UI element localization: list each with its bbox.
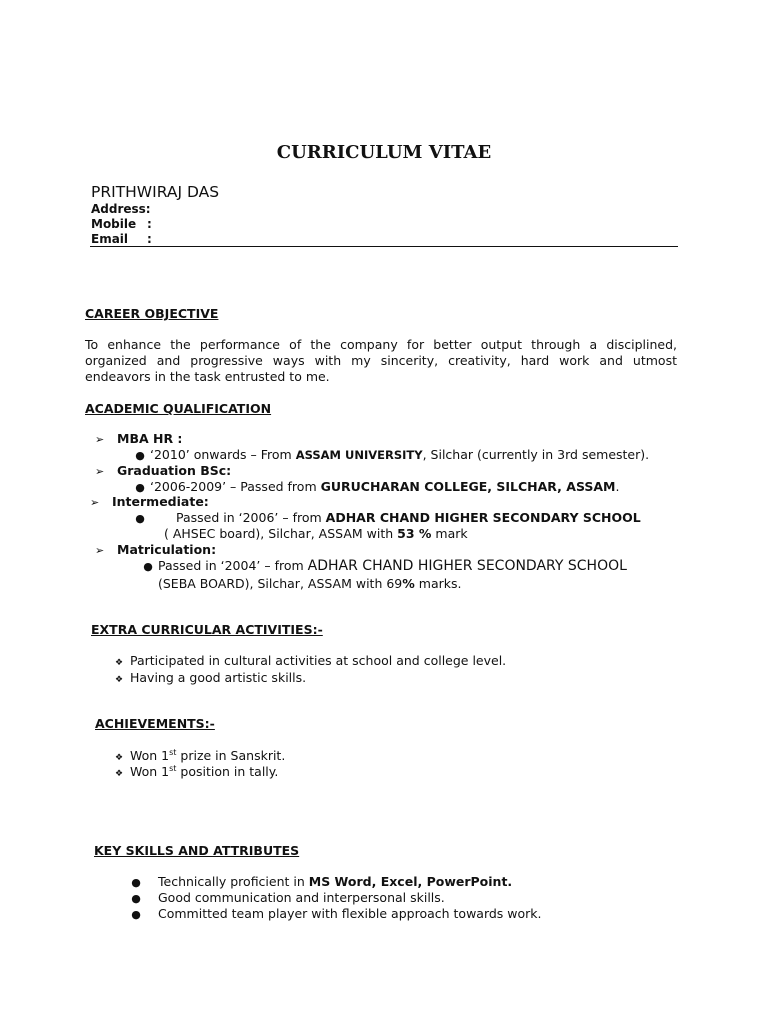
skill-text: Good communication and interpersonal skills. bbox=[158, 890, 445, 905]
matriculation-detail bbox=[138, 558, 627, 574]
mba-row bbox=[95, 431, 182, 446]
skill-software: MS Word, Excel, PowerPoint. bbox=[308, 874, 513, 889]
mobile-colon: : bbox=[147, 217, 152, 231]
graduation-detail-pre: ‘2006-2009’ – Passed from bbox=[150, 479, 321, 494]
graduation-detail-post: . bbox=[615, 479, 620, 494]
skill-text: Committed team player with flexible approach towards work. bbox=[158, 906, 542, 921]
arrow-bullet-icon: ➢ bbox=[95, 544, 105, 557]
extra-curricular-heading: EXTRA CURRICULAR ACTIVITIES:- bbox=[91, 622, 323, 637]
matriculation-line2-pre: (SEBA BOARD), Silchar, ASSAM with 69 bbox=[158, 576, 403, 591]
achievement-ordinal: st bbox=[169, 748, 177, 757]
round-bullet-icon: ● bbox=[135, 512, 145, 525]
skill-item bbox=[126, 874, 512, 889]
arrow-bullet-icon: ➢ bbox=[95, 465, 105, 478]
diamond-bullet-icon: ❖ bbox=[114, 675, 124, 685]
achievement-text-post: prize in Sanskrit. bbox=[176, 748, 286, 764]
address-row bbox=[91, 202, 151, 216]
achievement-item bbox=[108, 764, 278, 779]
achievement-text-pre: Won 1 bbox=[130, 748, 170, 764]
arrow-bullet-icon: ➢ bbox=[95, 433, 105, 446]
matriculation-label: Matriculation: bbox=[117, 542, 217, 557]
skill-item bbox=[126, 890, 445, 905]
intermediate-detail bbox=[130, 510, 641, 525]
email-row bbox=[91, 232, 152, 246]
matriculation-school: ADHAR CHAND HIGHER SECONDARY SCHOOL bbox=[307, 558, 627, 574]
career-objective-body: To enhance the performance of the company for better output through a disciplined, organized and progressive ways with my sincerity, creativity, hard work and utmost bbox=[85, 337, 677, 368]
mobile-label: Mobile bbox=[91, 217, 137, 231]
career-objective-last-line: endeavors in the task entrusted to me. bbox=[85, 369, 330, 384]
career-objective-heading: CAREER OBJECTIVE bbox=[85, 306, 219, 321]
round-bullet-icon: ● bbox=[131, 892, 141, 905]
skill-text-pre: Technically proficient in bbox=[158, 874, 309, 889]
career-objective-text bbox=[85, 337, 677, 385]
key-skills-heading: KEY SKILLS AND ATTRIBUTES bbox=[94, 843, 300, 858]
arrow-bullet-icon: ➢ bbox=[90, 496, 100, 509]
matriculation-detail-line2 bbox=[158, 576, 461, 591]
header-divider bbox=[90, 246, 678, 247]
achievement-item bbox=[108, 748, 285, 763]
round-bullet-icon: ● bbox=[135, 449, 145, 462]
round-bullet-icon: ● bbox=[143, 560, 153, 573]
candidate-name: PRITHWIRAJ DAS bbox=[91, 183, 220, 201]
intermediate-line2-pre: ( AHSEC board), Silchar, ASSAM with bbox=[164, 526, 398, 541]
academic-heading: ACADEMIC QUALIFICATION bbox=[85, 401, 272, 416]
graduation-label: Graduation BSc: bbox=[117, 463, 232, 478]
intermediate-label: Intermediate: bbox=[112, 494, 209, 509]
achievements-heading: ACHIEVEMENTS:- bbox=[95, 716, 215, 731]
mba-detail-pre: ‘2010’ onwards – From bbox=[150, 447, 296, 462]
round-bullet-icon: ● bbox=[135, 481, 145, 494]
skill-item bbox=[126, 906, 542, 921]
mba-detail bbox=[130, 447, 649, 462]
matriculation-line2-post: marks. bbox=[414, 576, 462, 591]
intermediate-row bbox=[90, 494, 209, 509]
achievement-text-pre: Won 1 bbox=[130, 764, 170, 780]
matriculation-percent: % bbox=[402, 576, 415, 591]
mba-label: MBA HR : bbox=[117, 431, 183, 446]
page-title: CURRICULUM VITAE bbox=[276, 142, 492, 163]
extra-item bbox=[108, 670, 306, 685]
graduation-detail bbox=[130, 479, 620, 494]
achievement-ordinal: st bbox=[169, 764, 177, 773]
intermediate-detail-pre: Passed in ‘2006’ – from bbox=[176, 510, 326, 525]
intermediate-percent: 53 % bbox=[397, 526, 432, 541]
address-label: Address: bbox=[91, 202, 151, 216]
intermediate-detail-line2 bbox=[164, 526, 468, 541]
intermediate-school: ADHAR CHAND HIGHER SECONDARY SCHOOL bbox=[325, 510, 641, 525]
email-colon: : bbox=[147, 232, 152, 246]
mba-detail-post: , Silchar (currently in 3rd semester). bbox=[422, 447, 650, 462]
mobile-row bbox=[91, 217, 152, 231]
matriculation-row bbox=[95, 542, 216, 557]
matriculation-detail-pre: Passed in ‘2004’ – from bbox=[158, 558, 308, 573]
mba-university: ASSAM UNIVERSITY bbox=[295, 448, 423, 462]
graduation-college: GURUCHARAN COLLEGE, SILCHAR, ASSAM bbox=[320, 479, 616, 494]
diamond-bullet-icon: ❖ bbox=[114, 658, 124, 668]
round-bullet-icon: ● bbox=[131, 876, 141, 889]
round-bullet-icon: ● bbox=[131, 908, 141, 921]
email-label: Email bbox=[91, 232, 129, 246]
graduation-row bbox=[95, 463, 231, 478]
extra-item bbox=[108, 653, 506, 668]
diamond-bullet-icon: ❖ bbox=[114, 769, 124, 780]
achievement-text-post: position in tally. bbox=[176, 764, 279, 780]
intermediate-line2-post: mark bbox=[431, 526, 468, 541]
extra-item-text: Participated in cultural activities at school and college level. bbox=[130, 653, 507, 668]
extra-item-text: Having a good artistic skills. bbox=[130, 670, 307, 685]
diamond-bullet-icon: ❖ bbox=[114, 753, 124, 764]
